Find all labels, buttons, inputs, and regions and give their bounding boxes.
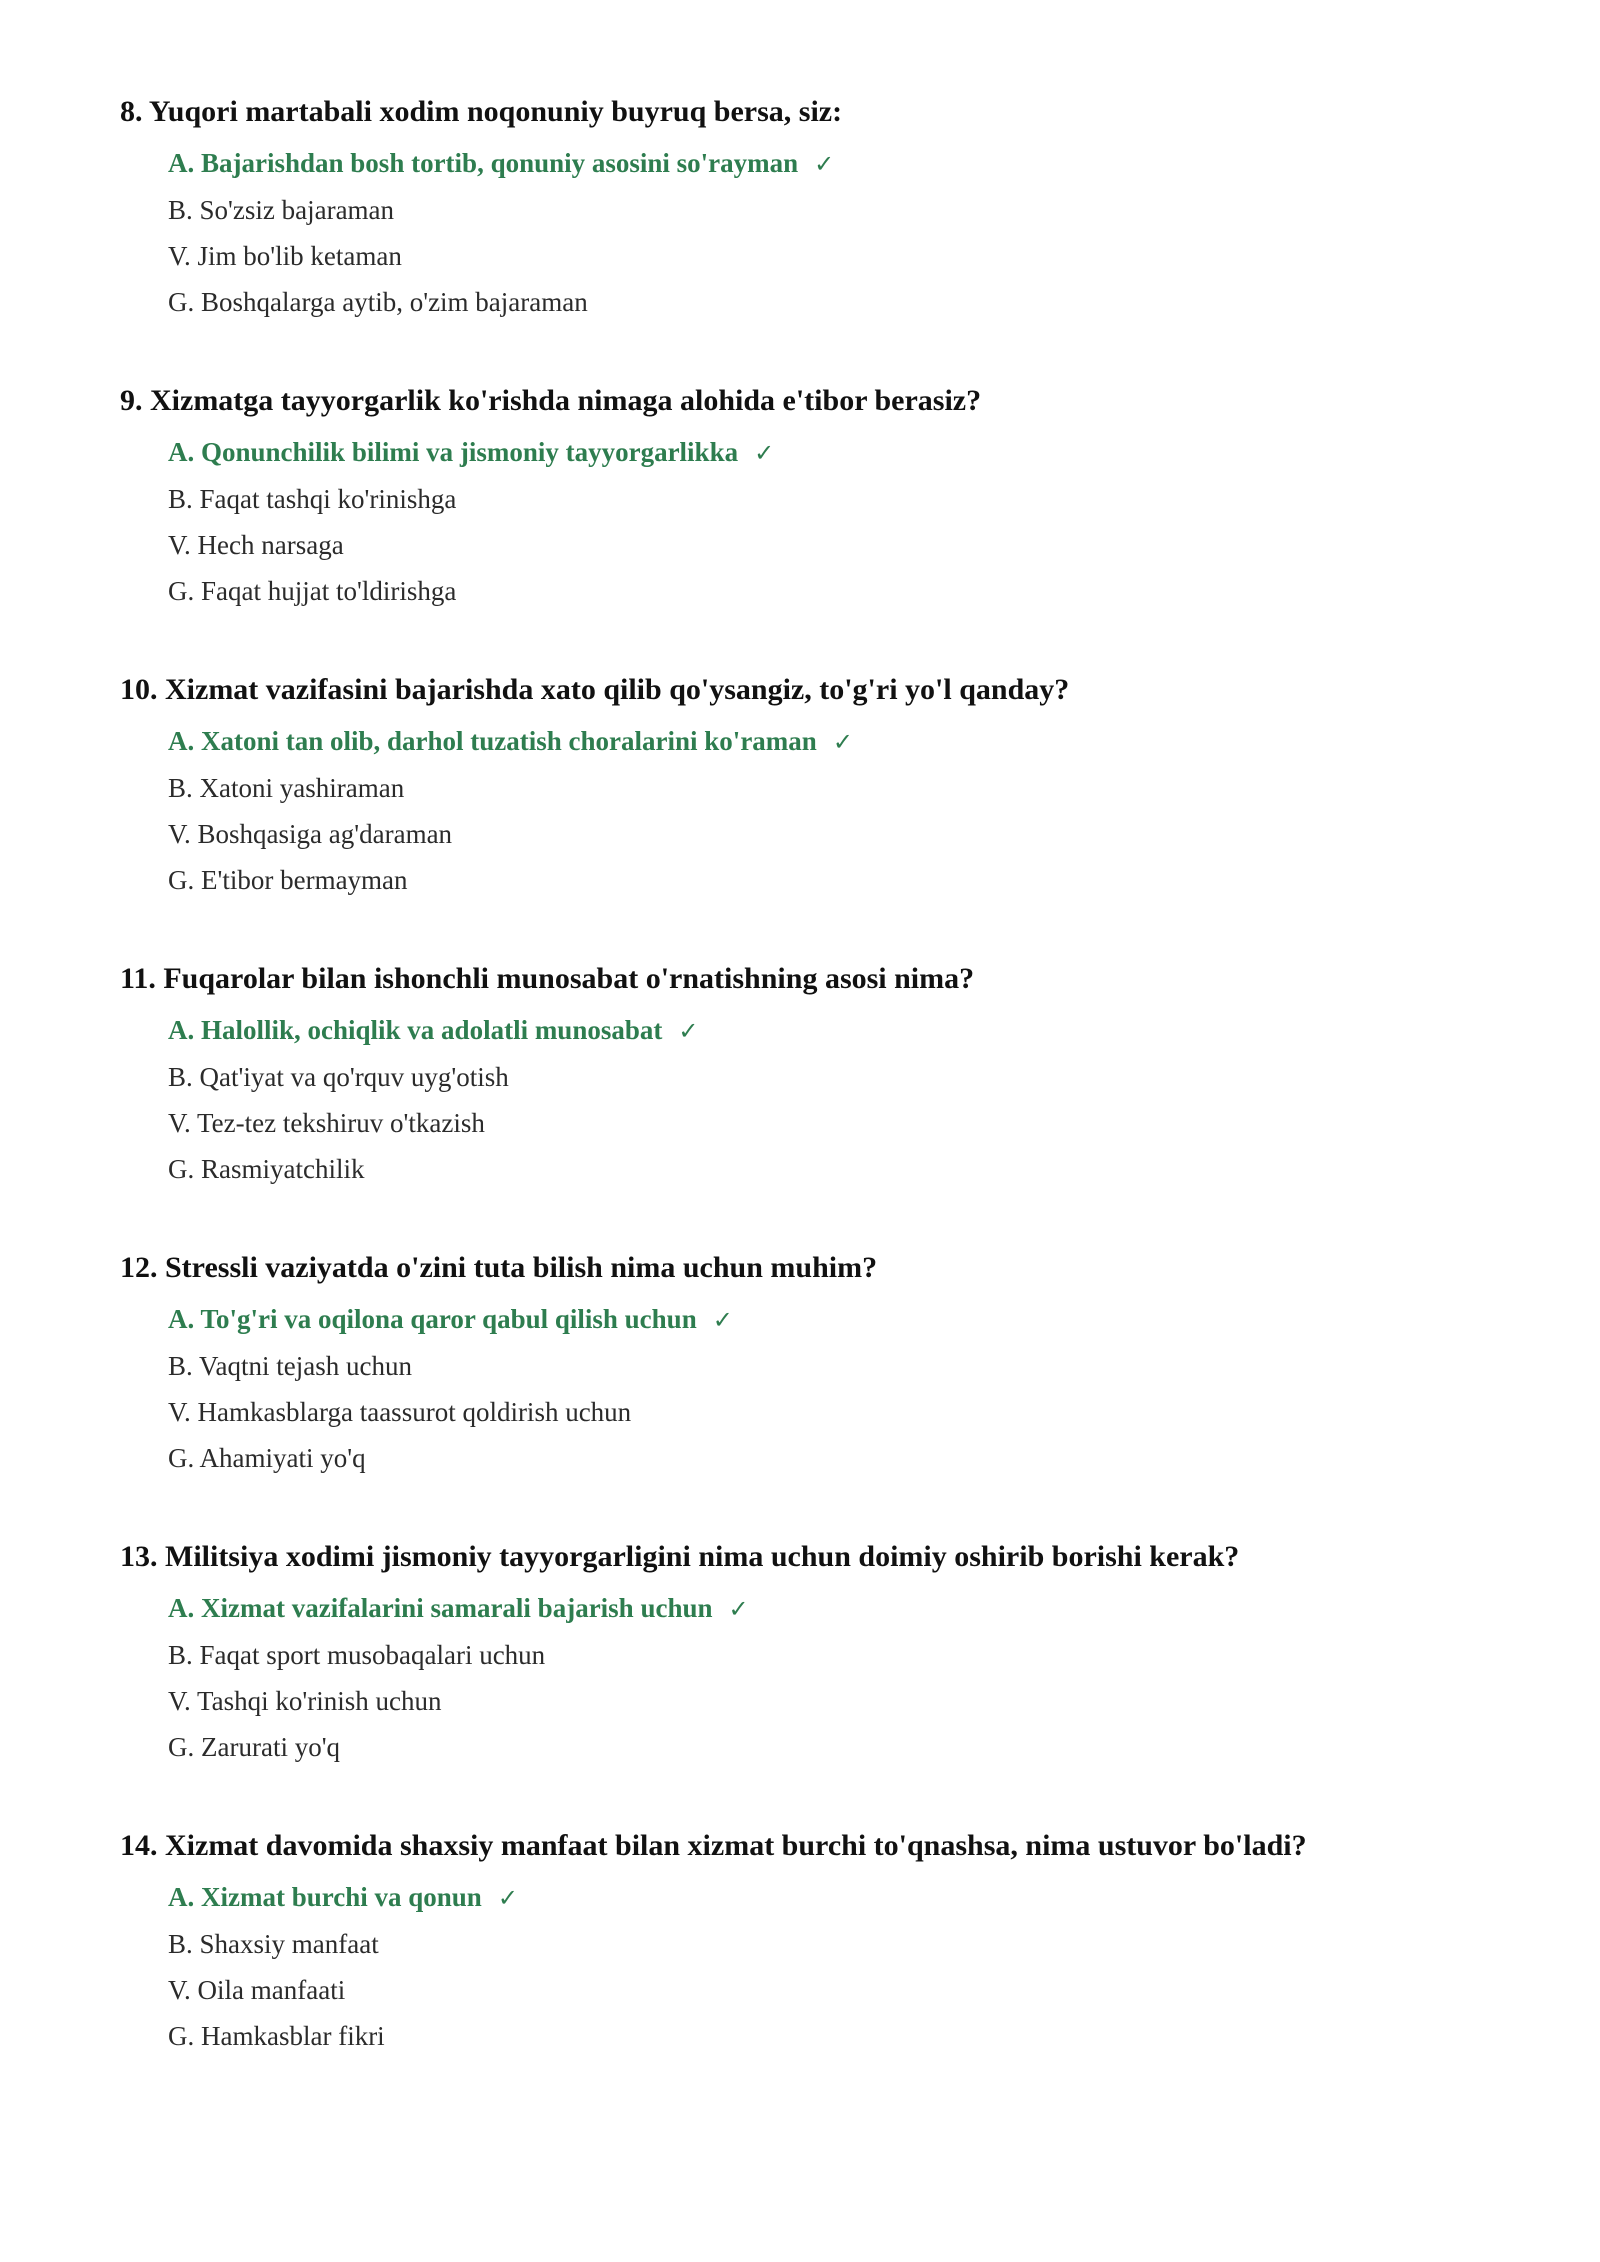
- question-block: [120, 1533, 1520, 1770]
- question-title: 14. Xizmat davomida shaxsiy manfaat bilan xizmat burchi to'qnashsa, nima ustuvor bo'ladi?: [120, 1829, 1307, 1862]
- option: G. E'tibor bermayman: [168, 865, 408, 895]
- option: B. Shaxsiy manfaat: [168, 1929, 379, 1959]
- option: B. Xatoni yashiraman: [168, 773, 405, 803]
- quiz-page: [120, 88, 1520, 2111]
- option-correct: [168, 718, 1520, 765]
- check-icon: ✓: [728, 1595, 749, 1623]
- option-correct: [168, 1874, 1520, 1921]
- check-icon: ✓: [678, 1017, 699, 1045]
- check-icon: ✓: [832, 728, 853, 756]
- option-correct: [168, 1296, 1520, 1343]
- option: G. Faqat hujjat to'ldirishga: [168, 576, 457, 606]
- option-correct: [168, 1585, 1520, 1632]
- question-block: [120, 1244, 1520, 1481]
- option: G. Zarurati yo'q: [168, 1732, 341, 1762]
- option-text: A. To'g'ri va oqilona qaror qabul qilish uchun: [168, 1304, 697, 1334]
- option-text: A. Xizmat vazifalarini samarali bajarish uchun: [168, 1593, 713, 1623]
- option-correct: [168, 140, 1520, 187]
- option: V. Oila manfaati: [168, 1975, 346, 2005]
- check-icon: ✓: [497, 1884, 518, 1912]
- option-text: A. Bajarishdan bosh tortib, qonuniy asosini so'rayman: [168, 148, 799, 178]
- options-list: [120, 429, 1520, 614]
- option-text: A. Xatoni tan olib, darhol tuzatish choralarini ko'raman: [168, 726, 817, 756]
- option: V. Jim bo'lib ketaman: [168, 241, 402, 271]
- option: V. Boshqasiga ag'daraman: [168, 819, 453, 849]
- question-title: 13. Militsiya xodimi jismoniy tayyorgarligini nima uchun doimiy oshirib borishi kerak?: [120, 1540, 1240, 1573]
- option: G. Rasmiyatchilik: [168, 1154, 365, 1184]
- option: B. Faqat tashqi ko'rinishga: [168, 484, 457, 514]
- option-text: A. Halollik, ochiqlik va adolatli munosabat: [168, 1015, 663, 1045]
- option: B. So'zsiz bajaraman: [168, 195, 395, 225]
- option: V. Hamkasblarga taassurot qoldirish uchun: [168, 1397, 632, 1427]
- option-correct: [168, 1007, 1520, 1054]
- options-list: [120, 718, 1520, 903]
- option: G. Hamkasblar fikri: [168, 2021, 385, 2051]
- option: V. Tashqi ko'rinish uchun: [168, 1686, 442, 1716]
- question-title: 8. Yuqori martabali xodim noqonuniy buyruq bersa, siz:: [120, 95, 843, 128]
- question-title: 11. Fuqarolar bilan ishonchli munosabat o'rnatishning asosi nima?: [120, 962, 975, 995]
- options-list: [120, 1874, 1520, 2059]
- option: B. Faqat sport musobaqalari uchun: [168, 1640, 546, 1670]
- option: G. Boshqalarga aytib, o'zim bajaraman: [168, 287, 588, 317]
- option: V. Tez-tez tekshiruv o'tkazish: [168, 1108, 485, 1138]
- question-block: [120, 377, 1520, 614]
- option-correct: [168, 429, 1520, 476]
- options-list: [120, 1007, 1520, 1192]
- question-block: [120, 666, 1520, 903]
- question-title: 9. Xizmatga tayyorgarlik ko'rishda nimaga alohida e'tibor berasiz?: [120, 384, 982, 417]
- question-title: 10. Xizmat vazifasini bajarishda xato qilib qo'ysangiz, to'g'ri yo'l qanday?: [120, 673, 1070, 706]
- option: B. Qat'iyat va qo'rquv uyg'otish: [168, 1062, 509, 1092]
- option-text: A. Xizmat burchi va qonun: [168, 1882, 482, 1912]
- option-text: A. Qonunchilik bilimi va jismoniy tayyorgarlikka: [168, 437, 739, 467]
- question-block: [120, 955, 1520, 1192]
- option: G. Ahamiyati yo'q: [168, 1443, 366, 1473]
- check-icon: ✓: [754, 439, 775, 467]
- option: B. Vaqtni tejash uchun: [168, 1351, 412, 1381]
- question-title: 12. Stressli vaziyatda o'zini tuta bilish nima uchun muhim?: [120, 1251, 878, 1284]
- question-block: [120, 88, 1520, 325]
- check-icon: ✓: [712, 1306, 733, 1334]
- options-list: [120, 1585, 1520, 1770]
- question-block: [120, 1822, 1520, 2059]
- options-list: [120, 140, 1520, 325]
- options-list: [120, 1296, 1520, 1481]
- check-icon: ✓: [814, 150, 835, 178]
- option: V. Hech narsaga: [168, 530, 344, 560]
